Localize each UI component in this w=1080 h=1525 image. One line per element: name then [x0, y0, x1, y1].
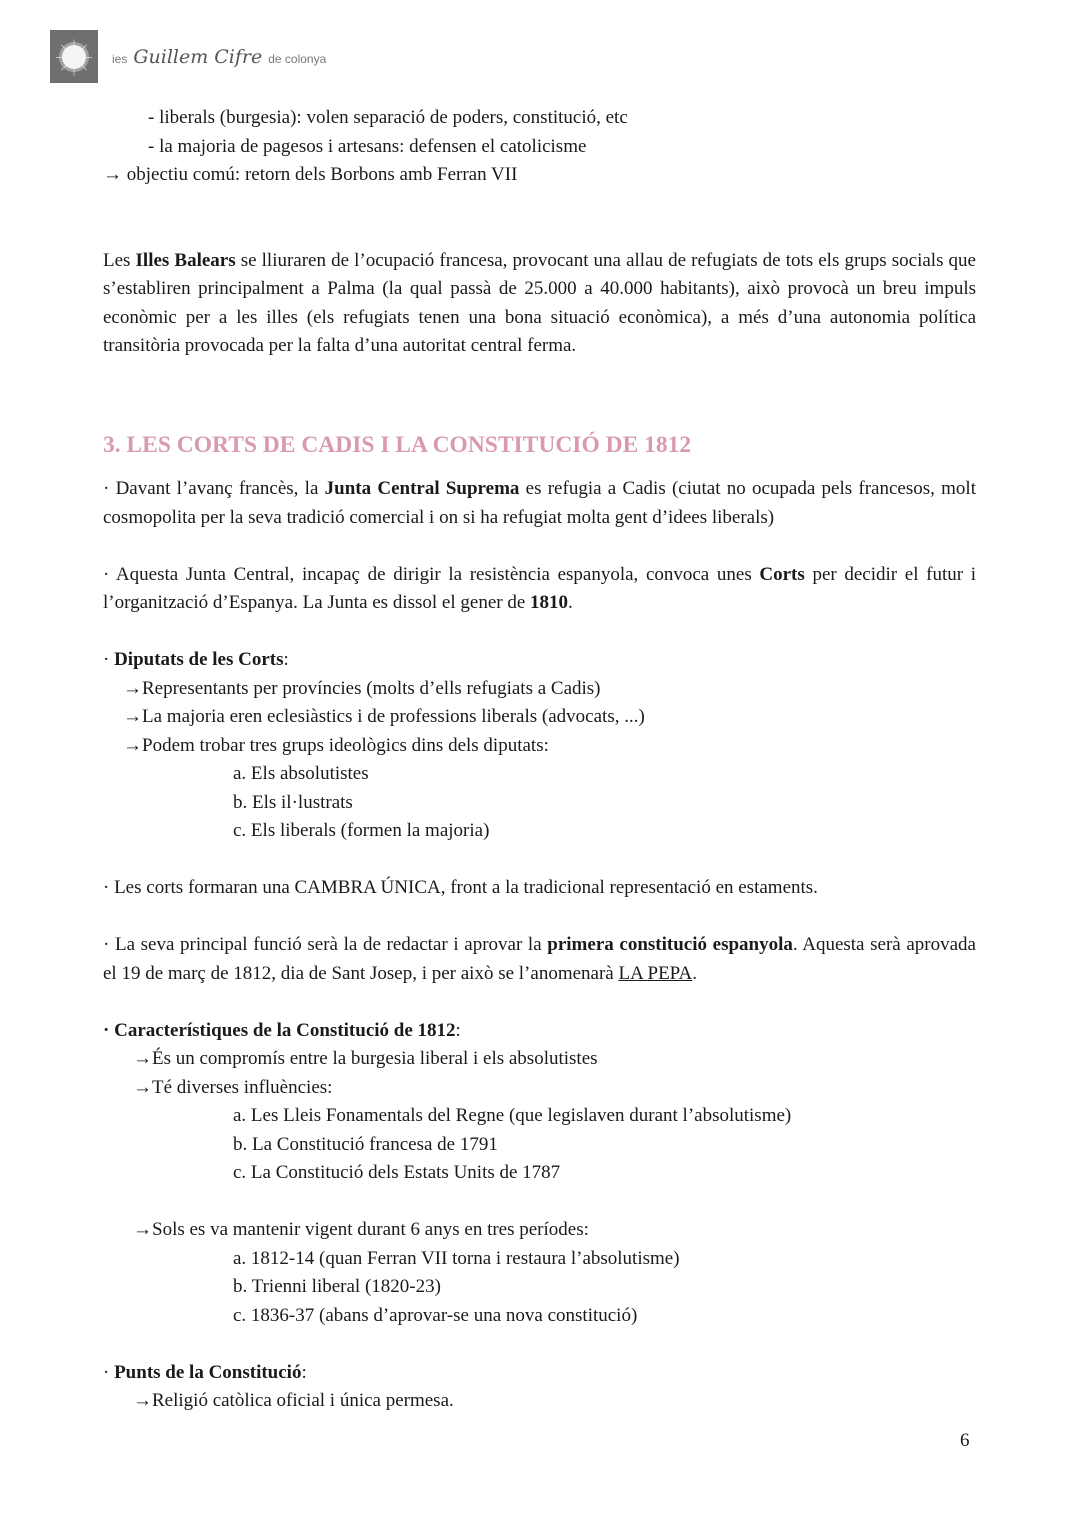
- list-item: →Religió catòlica oficial i única permesa.: [133, 1390, 454, 1411]
- list-item: c. Els liberals (formen la majoria): [233, 820, 490, 841]
- bold-term: Corts: [759, 563, 805, 585]
- paragraph-constitucio: · La seva principal funció serà la de redactar i aprovar la primera constitució espanyola. Aquesta serà aprovada el 19 de març de 1812, dia de Sant Josep, i per això se l’anomenarà LA PEPA.: [103, 934, 976, 984]
- underlined-term: LA PEPA: [618, 962, 693, 984]
- list-item: b. Els il·lustrats: [233, 791, 353, 813]
- school-name: [112, 46, 326, 68]
- section-title: 3. LES CORTS DE CADIS I LA CONSTITUCIÓ DE 1812: [103, 431, 692, 458]
- list-item: →Sols es va mantenir vigent durant 6 anys en tres períodes:: [133, 1219, 589, 1240]
- list-item: c. 1836-37 (abans d’aprovar-se una nova constitució): [233, 1304, 638, 1326]
- list-item: →Representants per províncies (molts d’ells refugiats a Cadis): [123, 677, 601, 699]
- punts-heading: · Punts de la Constitució:: [103, 1361, 307, 1383]
- diputats-heading: · Diputats de les Corts:: [103, 649, 289, 670]
- bold-term: Illes Balears: [135, 249, 236, 271]
- document-body: [103, 104, 976, 1416]
- list-item: →La majoria eren eclesiàstics i de professions liberals (advocats, ...): [123, 706, 645, 727]
- list-item: a. Les Lleis Fonamentals del Regne (que legislaven durant l’absolutisme): [233, 1105, 792, 1126]
- list-item: c. La Constitució dels Estats Units de 1787: [233, 1162, 561, 1183]
- list-item: b. La Constitució francesa de 1791: [233, 1133, 498, 1155]
- paragraph-corts: · Aquesta Junta Central, incapaç de dirigir la resistència espanyola, convoca unes Corts per decidir el futur i l’organització d’Espanya. La Junta es dissol el gener de 1810.: [103, 563, 977, 613]
- list-item: - liberals (burgesia): volen separació de poders, constitució, etc: [148, 107, 628, 128]
- bold-term: Junta Central Suprema: [324, 478, 520, 499]
- school-name-cifre: Cifre: [214, 45, 263, 68]
- list-item: a. 1812-14 (quan Ferran VII torna i restaura l’absolutisme): [233, 1247, 680, 1269]
- list-item: →Té diverses influències:: [133, 1076, 333, 1098]
- list-item: → objectiu comú: retorn dels Borbons amb Ferran VII: [103, 164, 518, 185]
- school-logo-icon: [50, 30, 98, 83]
- list-item: →És un compromís entre la burgesia liberal i els absolutistes: [133, 1048, 598, 1069]
- paragraph-cambra: · Les corts formaran una CAMBRA ÚNICA, front a la tradicional representació en estaments.: [103, 877, 818, 898]
- page-number: 6: [960, 1430, 970, 1451]
- page-header: [50, 30, 326, 83]
- school-name-ies: ies: [112, 51, 128, 66]
- paragraph-balears: Les Illes Balears se lliuraren de l’ocupació francesa, provocant una allau de refugiats de tots els grups socials que s’establiren principalment a Palma (la qual passà de 25.000 a 40.000 habitants), això provocà un breu impuls econòmic per a les illes (els refugiats tenen una bona situació econòmica), a més d’una autonomia política transitòria provocada per la falta d’una autoritat central ferma.: [103, 249, 976, 356]
- list-item: - la majoria de pagesos i artesans: defensen el catolicisme: [148, 135, 587, 157]
- school-name-colonya: de colonya: [268, 51, 327, 66]
- bold-term: 1810: [530, 592, 569, 613]
- caracteristiques-heading: · Característiques de la Constitució de 1812:: [103, 1019, 461, 1041]
- list-item: a. Els absolutistes: [233, 763, 369, 784]
- paragraph-junta: · Davant l’avanç francès, la Junta Central Suprema es refugia a Cadis (ciutat no ocupada pels francesos, molt cosmopolita per la seva tradició comercial i on si ha refugiat molta gent d’idees liberals): [103, 478, 976, 528]
- list-item: →Podem trobar tres grups ideològics dins dels diputats:: [123, 734, 549, 756]
- school-name-guillem: Guillem: [133, 45, 209, 68]
- list-item: b. Trienni liberal (1820-23): [233, 1276, 441, 1297]
- bold-term: primera constitució espanyola: [547, 934, 793, 955]
